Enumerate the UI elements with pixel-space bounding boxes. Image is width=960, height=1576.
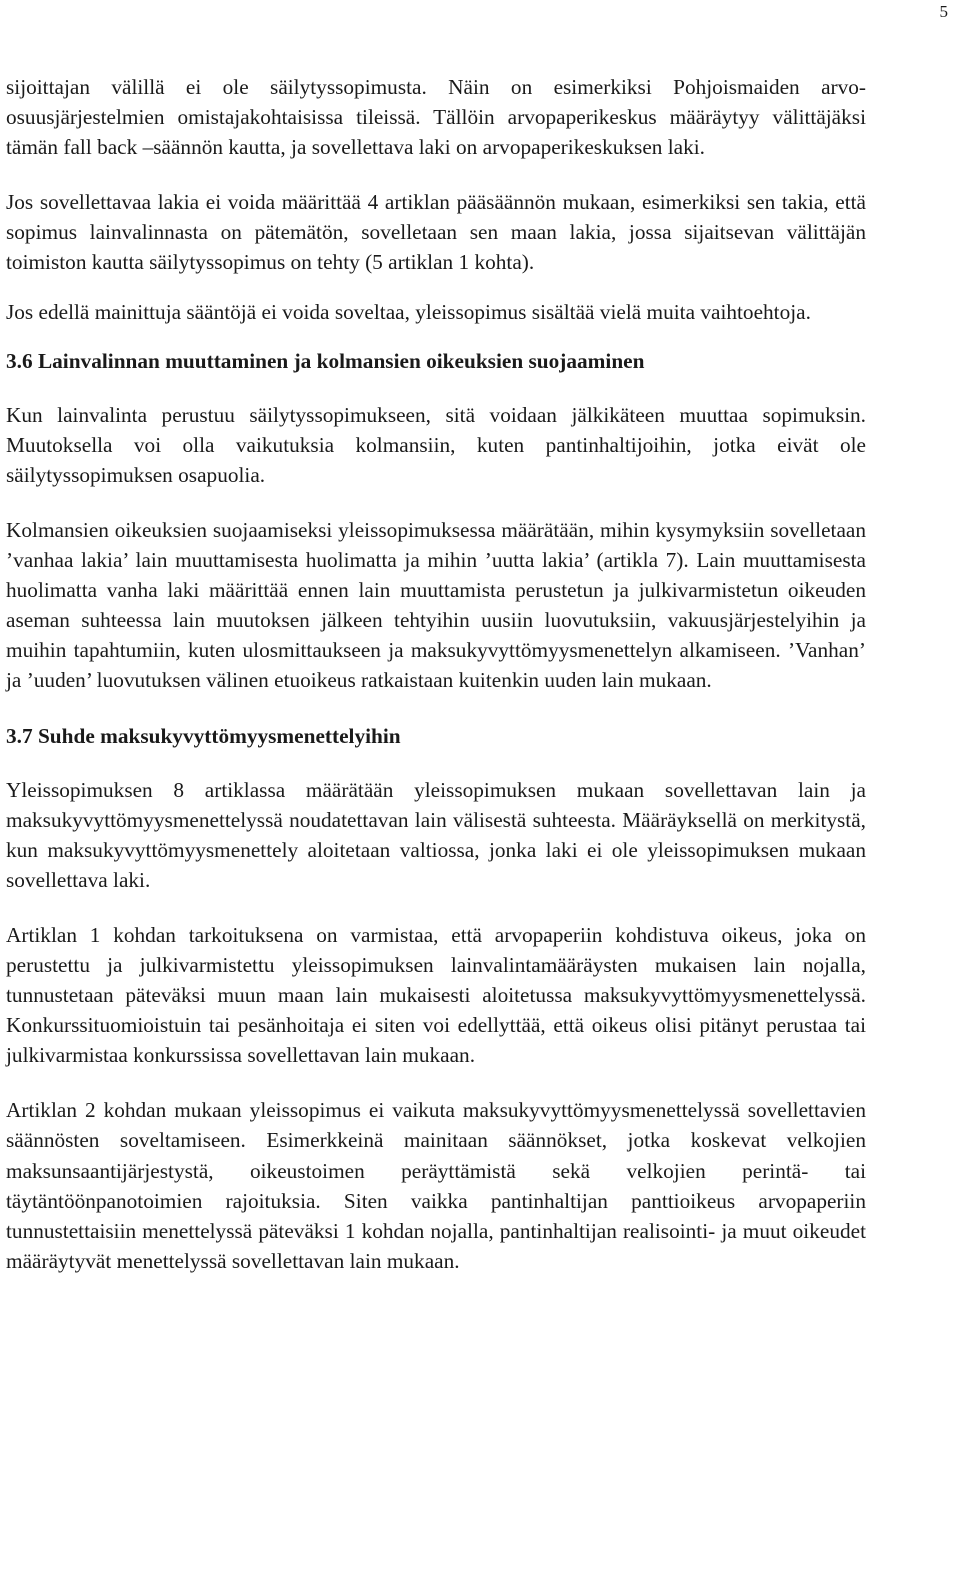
section-heading-3-6: 3.6 Lainvalinnan muuttaminen ja kolmansien oikeuksien suojaaminen xyxy=(6,348,645,373)
paragraph-fallback-rule: sijoittajan välillä ei ole säilytyssopimusta. Näin on esimerkiksi Pohjoismaiden arvo-osuusjärjestelmien omistajakohtaisissa tileissä. Tällöin arvopaperikeskus määräytyy välittäjäksi tämän fall back –säännön kautta, ja sovellettava laki on arvopaperikeskuksen laki. xyxy=(6,75,866,160)
paragraph-choice-change: Kun lainvalinta perustuu säilytyssopimukseen, sitä voidaan jälkikäteen muuttaa sopimuksin. Muutoksella voi olla vaikutuksia kolmansiin, kuten pantinhaltijoihin, jotka eivät ole säilytyssopimuksen osapuolia. xyxy=(6,402,866,487)
paragraph-third-party-protection: Kolmansien oikeuksien suojaamiseksi yleissopimuksessa määrätään, mihin kysymyksiin sovelletaan ’vanhaa lakia’ lain muuttamisesta huolimatta ja mihin ’uutta lakia’ (artikla 7). Lain muuttamisesta huolimatta vanha laki määrittää ennen lain muuttamista perustetun ja julkivarmistetun oikeuden aseman suhteessa lain muutoksen jälkeen tehtyihin uusiin luovutuksiin, vakuusjärjestelyihin ja muihin tapahtumiin, kuten ulosmittaukseen ja maksukyvyttömyysmenettelyn alkamiseen. ’Vanhan’ ja ’uuden’ luovutuksen välinen etuoikeus ratkaistaan kuitenkin uuden lain mukaan. xyxy=(6,517,866,693)
paragraph-invalid-choice: Jos sovellettavaa lakia ei voida määrittää 4 artiklan pääsäännön mukaan, esimerkiksi sen takia, että sopimus lainvalinnasta on pätemätön, sovelletaan sen maan lakia, jossa sijaitsevan välittäjän toimiston kautta säilytyssopimus on tehty (5 artiklan 1 kohta). xyxy=(6,190,866,275)
paragraph-other-options: Jos edellä mainittuja sääntöjä ei voida soveltaa, yleissopimus sisältää vielä muita vaihtoehtoja. xyxy=(6,299,811,324)
page-number: 5 xyxy=(939,2,948,21)
section-heading-3-7: 3.7 Suhde maksukyvyttömyysmenettelyihin xyxy=(6,723,401,748)
document-body xyxy=(6,72,866,1276)
paragraph-article-1-point: Artiklan 1 kohdan tarkoituksena on varmistaa, että arvopaperiin kohdistuva oikeus, joka on perustettu ja julkivarmistettu yleissopimuksen lainvalintamääräysten mukaisen lain nojalla, tunnustetaan päteväksi muun maan lain mukaisesti aloitetussa maksukyvyttömyysmenettelyssä. Konkurssituomioistuin tai pesänhoitaja ei siten voi edellyttää, että oikeus olisi pitänyt perustaa tai julkivarmistaa konkurssissa sovellettavan lain mukaan. xyxy=(6,922,866,1068)
paragraph-article-2-point: Artiklan 2 kohdan mukaan yleissopimus ei vaikuta maksukyvyttömyysmenettelyssä sovellettavien säännösten soveltamiseen. Esimerkkeinä mainitaan säännökset, jotka koskevat velkojien maksunsaantijärjestystä, oikeustoimen peräyttämistä sekä velkojien perintä- tai täytäntöönpanotoimien rajoituksia. Siten vaikka pantinhaltijan panttioikeus arvopaperiin tunnustettaisiin menettelyssä päteväksi 1 kohdan nojalla, pantinhaltijan realisointi- ja muut oikeudet määräytyvät menettelyssä sovellettavan lain mukaan. xyxy=(6,1098,866,1273)
paragraph-article-8: Yleissopimuksen 8 artiklassa määrätään yleissopimuksen mukaan sovellettavan lain ja maksukyvyttömyysmenettelyssä noudatettavan lain välisestä suhteesta. Määräyksellä on merkitystä, kun maksukyvyttömyysmenettely aloitetaan valtiossa, jonka laki ei ole yleissopimuksen mukaan sovellettava laki. xyxy=(6,777,866,892)
